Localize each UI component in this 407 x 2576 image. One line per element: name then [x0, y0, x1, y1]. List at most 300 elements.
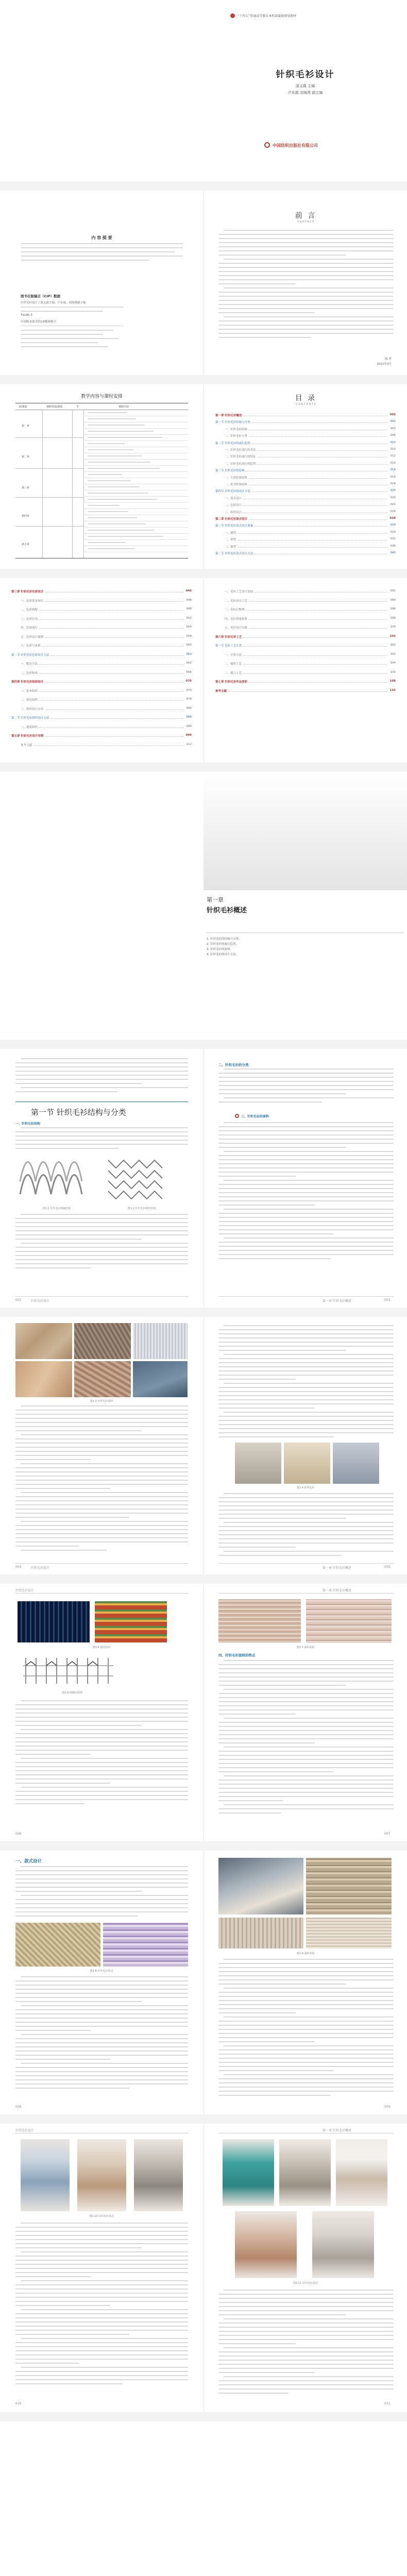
- toc-entry[interactable]: [21, 599, 192, 603]
- toc-entry[interactable]: [11, 734, 192, 738]
- text-line: [224, 1097, 394, 1098]
- text-line: [218, 1420, 394, 1421]
- cover-banner: “十四五”普通高等教育本科部委级规划教材: [238, 14, 297, 18]
- chapter-banner: [204, 890, 407, 931]
- toc-entry-label: 三、缝合工艺: [225, 671, 242, 675]
- toc-entry[interactable]: [225, 607, 396, 612]
- text-line: [224, 230, 394, 231]
- text-line: [15, 2272, 188, 2273]
- text-line: [218, 1681, 394, 1682]
- text-line: [218, 2033, 394, 2034]
- text-line: [15, 1136, 188, 1137]
- text-line: [15, 1083, 142, 1084]
- text-line: [21, 2309, 188, 2310]
- page-number: 009: [384, 2105, 391, 2109]
- text-line: [21, 1127, 188, 1128]
- knit-photo: [306, 1918, 392, 1948]
- text-line: [15, 1062, 188, 1063]
- cover-chief-editor: 邵义霞 主编: [295, 84, 315, 88]
- text-line: [224, 259, 394, 260]
- text-line: [15, 1426, 188, 1427]
- model-photo: [77, 2139, 126, 2211]
- toc-entry[interactable]: [215, 643, 396, 648]
- content-page: [204, 1584, 407, 1841]
- text-line: [218, 2029, 394, 2030]
- toc-entry[interactable]: [21, 617, 192, 621]
- text-line: [15, 1713, 188, 1714]
- text-line: [21, 1729, 188, 1730]
- text-line: [218, 1812, 281, 1814]
- text-line: [218, 1722, 394, 1723]
- toc-entry[interactable]: [11, 589, 192, 594]
- toc-entry-page: 090: [185, 734, 192, 737]
- figure-caption: 图1-11 针织毛衫款式: [293, 2282, 318, 2285]
- text-line: [218, 1346, 394, 1347]
- toc-entry-page: 016: [390, 468, 396, 472]
- text-line: [218, 1734, 394, 1735]
- toc-entry[interactable]: [21, 662, 192, 666]
- toc-entry[interactable]: [225, 662, 396, 666]
- text-line: [218, 1221, 394, 1222]
- content-page: [0, 1049, 204, 1308]
- text-line: [224, 2045, 394, 2046]
- text-line: [15, 2293, 188, 2294]
- section-subheading: 一、款式设计: [15, 1859, 42, 1864]
- toc-entry[interactable]: [225, 545, 396, 549]
- text-line: [15, 2256, 188, 2257]
- text-line: [218, 1337, 394, 1338]
- text-line: [15, 1131, 188, 1132]
- toc-entry-page: 066: [186, 670, 192, 674]
- toc-entry-page: 002: [390, 420, 396, 423]
- text-line: [218, 1501, 394, 1502]
- toc-entry-page: 029: [390, 523, 396, 527]
- toc-entry-label: 一、基本组织: [21, 689, 38, 693]
- text-line: [218, 2082, 394, 2083]
- text-line: [15, 2326, 188, 2327]
- toc-page-1: [204, 384, 407, 569]
- toc-entry[interactable]: [215, 441, 396, 446]
- section-subheading: 二、针织毛衫的分类: [218, 1063, 249, 1067]
- text-line: [15, 2247, 142, 2248]
- text-line: [15, 1791, 188, 1792]
- text-line: [224, 1354, 394, 1355]
- abstract-heading: 内 容 提 要: [91, 235, 112, 240]
- text-line: [218, 2078, 394, 2079]
- toc-entry-page: 028: [389, 517, 396, 520]
- toc-entry-page: 112: [389, 688, 396, 692]
- text-line: [218, 1992, 394, 1993]
- preface-page: [204, 191, 407, 375]
- text-line: [224, 2290, 394, 2291]
- table-cell-text: [88, 499, 157, 500]
- model-photo: [312, 2211, 374, 2278]
- text-line: [218, 1967, 394, 1968]
- text-line: [15, 1226, 188, 1227]
- text-line: [224, 1747, 394, 1748]
- toc-entry[interactable]: [21, 707, 192, 711]
- table-cell-text: [88, 517, 137, 518]
- text-line: [224, 1718, 394, 1719]
- toc-entry[interactable]: [225, 482, 396, 487]
- text-line: [15, 2235, 188, 2236]
- text-line: [218, 1436, 334, 1437]
- text-line: [15, 2317, 188, 2318]
- toc-entry-page: 006: [390, 434, 396, 437]
- text-line: [15, 1140, 188, 1141]
- table-row-divider: [83, 533, 188, 534]
- text-line: [218, 2335, 394, 2336]
- toc-entry-page: 098: [390, 616, 396, 620]
- text-line: [218, 1543, 394, 1544]
- page-number: 006: [15, 1832, 22, 1836]
- schedule-chapter: 第四章: [22, 515, 30, 518]
- text-line: [15, 2276, 91, 2277]
- text-line: [15, 1903, 188, 1904]
- toc-entry[interactable]: [225, 496, 396, 501]
- text-line: [218, 2331, 394, 2332]
- text-line: [15, 1874, 188, 1875]
- text-line: [218, 1205, 315, 1206]
- spread-schedule-toc: [0, 384, 407, 569]
- text-line: [21, 1866, 188, 1867]
- text-line: [15, 1985, 188, 1986]
- toc-entry[interactable]: [215, 635, 396, 639]
- toc-entry-label: 第二节 针织毛衫色彩设计方法: [11, 653, 49, 657]
- text-line: [224, 1209, 394, 1210]
- text-line: [15, 2268, 188, 2269]
- text-line: [218, 2327, 394, 2328]
- toc-entry-page: 092: [390, 589, 396, 592]
- toc-page-3: [204, 578, 407, 762]
- preface-body: [218, 230, 394, 343]
- toc-entry[interactable]: [215, 420, 396, 425]
- text-line: [218, 1668, 394, 1669]
- text-line: [15, 1883, 188, 1884]
- toc-entry-label: 三、毛衫后整理: [225, 608, 245, 612]
- table-cell-text: [88, 530, 155, 531]
- text-line: [218, 1514, 394, 1515]
- abstract-page: [0, 191, 204, 375]
- table-cell-text: [88, 431, 154, 432]
- text-line: [15, 1230, 188, 1231]
- text-line: [218, 1697, 394, 1698]
- figure-caption: 图1-7 面料效果: [296, 1646, 315, 1649]
- content-page: [0, 1584, 204, 1841]
- text-line: [224, 1069, 394, 1070]
- toc-entry-page: 100: [390, 625, 396, 629]
- toc-entry[interactable]: [21, 643, 192, 648]
- text-line: [218, 1163, 394, 1164]
- toc-entry[interactable]: [225, 448, 396, 452]
- toc-entry[interactable]: [225, 599, 396, 603]
- toc-entry[interactable]: [225, 476, 396, 480]
- toc-entry-page: 104: [390, 662, 396, 665]
- toc-entry-page: 102: [390, 643, 396, 647]
- text-line: [218, 1497, 394, 1498]
- toc-entry-label: 第一章 针织毛衫概述: [215, 414, 242, 417]
- text-line: [15, 1410, 188, 1411]
- chapter-grey-band: [204, 772, 407, 890]
- table-row-divider: [83, 428, 188, 429]
- text-line: [218, 308, 394, 309]
- text-line: [15, 1091, 117, 1092]
- content-page: [0, 2124, 204, 2412]
- text-line: [218, 1416, 394, 1417]
- figure-caption: 图1-9 面料效果: [296, 1952, 315, 1955]
- text-line: [15, 1997, 188, 1998]
- text-line: [21, 2251, 188, 2252]
- toc-entry-page: 094: [390, 598, 396, 602]
- table-cell-text: [88, 437, 162, 438]
- toc-entry[interactable]: [225, 671, 396, 675]
- schedule-chapter: 第三章: [22, 486, 30, 489]
- schedule-col-header: 节: [76, 405, 79, 409]
- text-line: [15, 1721, 188, 1722]
- sweater-photo: [235, 1443, 281, 1484]
- toc-entry[interactable]: [215, 468, 396, 473]
- text-line: [15, 1504, 188, 1505]
- text-line: [218, 1767, 394, 1768]
- toc-entry[interactable]: [21, 625, 192, 630]
- text-line: [21, 1087, 188, 1088]
- text-line: [218, 1518, 346, 1519]
- text-line: [218, 1709, 394, 1710]
- text-line: [15, 2067, 188, 2068]
- spread-8: [0, 1584, 407, 1841]
- toc-entry-label: 二、花色组织: [21, 699, 38, 702]
- text-line: [15, 2305, 110, 2306]
- text-line: [218, 1379, 296, 1380]
- text-line: [15, 2071, 188, 2072]
- toc-entry-page: 054: [186, 625, 192, 629]
- text-line: [218, 1258, 331, 1259]
- text-line: [218, 1159, 394, 1160]
- running-header: 针织毛衫设计: [31, 1299, 50, 1303]
- text-line: [218, 2021, 394, 2022]
- model-photo: [279, 2139, 331, 2206]
- toc-entry[interactable]: [215, 489, 396, 494]
- text-line: [15, 2342, 188, 2343]
- text-line: [15, 2022, 188, 2023]
- figure-caption: 图1-5 提花组织: [92, 1646, 111, 1649]
- toc-entry[interactable]: [215, 689, 396, 693]
- toc-entry[interactable]: [215, 523, 396, 528]
- toc-entry[interactable]: [21, 689, 192, 693]
- text-line: [15, 1795, 188, 1796]
- text-line: [218, 300, 394, 301]
- toc-entry[interactable]: [11, 653, 192, 657]
- toc-entry-page: 052: [186, 616, 192, 620]
- text-line: [218, 1391, 394, 1392]
- schedule-heading: 教学内容与课时安排: [80, 394, 123, 399]
- text-line: [15, 1144, 188, 1145]
- schedule-chapter: 第一章: [22, 425, 30, 428]
- text-line: [21, 1058, 188, 1059]
- text-line: [218, 1246, 394, 1247]
- text-line: [218, 1984, 346, 1985]
- text-line: [218, 1387, 394, 1388]
- text-line: [218, 1196, 394, 1197]
- text-line: [15, 2038, 188, 2039]
- table-cell-text: [88, 449, 133, 450]
- text-line: [218, 2070, 334, 2071]
- text-line: [15, 2321, 188, 2323]
- toc-entry-label: 二、领型: [225, 538, 236, 542]
- toc-page-2: [0, 578, 204, 762]
- toc-list-1: [204, 413, 407, 568]
- page-gap: [0, 1841, 407, 1851]
- toc-entry[interactable]: [21, 607, 192, 612]
- toc-entry-label: 四、毛衫质量检验: [225, 617, 248, 621]
- toc-entry[interactable]: [225, 503, 396, 507]
- text-line: [15, 2379, 188, 2380]
- text-line: [15, 1750, 188, 1751]
- toc-entry-label: 三、色彩应用: [21, 617, 38, 621]
- text-line: [15, 1148, 119, 1149]
- text-line: [218, 1996, 394, 1997]
- text-line: [15, 2046, 188, 2047]
- table-cell-text: [88, 493, 148, 494]
- cip-code: TS186.3: [21, 314, 32, 317]
- toc-entry[interactable]: [21, 698, 192, 702]
- text-line: [224, 2347, 394, 2348]
- text-line: [224, 316, 394, 317]
- toc-entry[interactable]: [21, 725, 192, 730]
- text-line: [218, 1975, 394, 1976]
- toc-entry[interactable]: [215, 551, 396, 556]
- section-subheading: 一、针织毛衫结构: [15, 1122, 41, 1126]
- toc-entry[interactable]: [21, 671, 192, 675]
- text-line: [21, 2280, 188, 2281]
- table-row-divider: [83, 440, 188, 441]
- chapter-point: 1. 针织毛衫的结构与分类。: [207, 938, 242, 941]
- toc-entry[interactable]: [225, 454, 396, 459]
- toc-entry[interactable]: [21, 743, 192, 748]
- text-line: [15, 1443, 188, 1444]
- cip-record: 中国版本图书馆CIP数据核字: [21, 320, 57, 324]
- text-line: [218, 1428, 394, 1429]
- text-line: [15, 1239, 142, 1240]
- toc-entry[interactable]: [225, 531, 396, 535]
- cover-badge-icon: [230, 13, 235, 18]
- text-line: [218, 1229, 394, 1230]
- page-number: 005: [384, 1565, 391, 1569]
- text-line: [15, 1459, 91, 1460]
- table-cell-text: [88, 418, 136, 419]
- text-line: [21, 1550, 107, 1551]
- text-line: [218, 275, 394, 276]
- text-line: [15, 1911, 188, 1912]
- knit-photo: [218, 1858, 303, 1914]
- toc-entry-label: 一、毛衫工艺设计基础: [225, 590, 253, 594]
- toc-entry[interactable]: [225, 510, 396, 515]
- figure-caption: 图1-2 针织毛衫组织结构: [127, 1207, 156, 1210]
- text-line: [15, 1255, 188, 1256]
- spread-10: [0, 2124, 407, 2412]
- knit-photo: [306, 1858, 392, 1914]
- spread-cover: [0, 0, 407, 181]
- running-header: 第一章 针织毛衫概述: [323, 1589, 351, 1592]
- text-line: [15, 1480, 188, 1481]
- text-line: [218, 312, 315, 313]
- text-line: [218, 2066, 394, 2067]
- text-line: [15, 2227, 188, 2228]
- text-line: [218, 1784, 394, 1785]
- text-line: [218, 1085, 394, 1086]
- toc-entry[interactable]: [225, 653, 396, 657]
- cover-publisher: 中国纺织出版社有限公司: [273, 143, 318, 148]
- text-line: [21, 1521, 188, 1522]
- schedule-col-header: 课程性质/课时: [46, 405, 63, 409]
- text-line: [218, 1971, 394, 1972]
- content-page: [0, 1317, 204, 1574]
- toc-entry[interactable]: [215, 413, 396, 418]
- text-line: [15, 2359, 188, 2360]
- toc-entry[interactable]: [11, 716, 192, 720]
- text-line: [218, 1188, 394, 1189]
- text-line: [15, 1993, 188, 1994]
- toc-entry[interactable]: [225, 617, 396, 621]
- toc-entry-label: 第四节 针织毛衫的设计方法: [215, 490, 250, 494]
- toc-entry-label: 二、编织工艺: [225, 663, 242, 666]
- text-line: [15, 1488, 110, 1489]
- table-cell-text: [88, 548, 134, 549]
- toc-entry[interactable]: [215, 680, 396, 684]
- toc-entry[interactable]: [215, 517, 396, 521]
- model-photo: [336, 2139, 387, 2206]
- toc-entry[interactable]: [225, 462, 396, 466]
- text-line: [15, 1484, 188, 1485]
- toc-entry-label: 第七章 针织毛衫作品赏析: [215, 681, 248, 684]
- text-line: [15, 1989, 188, 1990]
- toc-entry-page: 070: [185, 680, 192, 683]
- text-line: [218, 292, 394, 293]
- toc-entry-label: 二、针织毛衫分类: [225, 435, 248, 438]
- text-line: [15, 1517, 129, 1518]
- text-line: [15, 2383, 123, 2384]
- toc-entry[interactable]: [21, 635, 192, 639]
- figure-caption: 图1-6 线圈结构图: [62, 1691, 82, 1694]
- text-line: [218, 1395, 394, 1396]
- text-line: [224, 1151, 394, 1152]
- toc-entry-page: 020: [390, 489, 396, 493]
- toc-entry[interactable]: [225, 589, 396, 594]
- toc-entry-label: 二、色彩搭配: [21, 608, 38, 612]
- knit-photo: [103, 1923, 188, 1967]
- text-line: [218, 1333, 394, 1334]
- text-line: [15, 1878, 188, 1879]
- text-line: [218, 242, 394, 243]
- text-line: [15, 1774, 188, 1775]
- toc-entry[interactable]: [11, 680, 192, 684]
- toc-entry-label: 一、针织毛衫结构: [225, 428, 248, 431]
- text-line: [218, 2037, 394, 2038]
- toc-entry[interactable]: [225, 434, 396, 438]
- toc-entry[interactable]: [225, 625, 396, 630]
- text-line: [21, 1214, 188, 1215]
- toc-entry[interactable]: [225, 427, 396, 432]
- text-line: [218, 1213, 394, 1214]
- toc-entry[interactable]: [225, 537, 396, 542]
- text-line: [15, 2350, 188, 2351]
- text-line: [15, 2079, 188, 2080]
- toc-entry-label: 第二节 针织毛衫款式设计方法: [215, 552, 253, 555]
- table-cell-text: [88, 480, 131, 481]
- table-cell-text: [88, 425, 145, 426]
- model-photo: [235, 2211, 297, 2278]
- text-line: [15, 1725, 142, 1726]
